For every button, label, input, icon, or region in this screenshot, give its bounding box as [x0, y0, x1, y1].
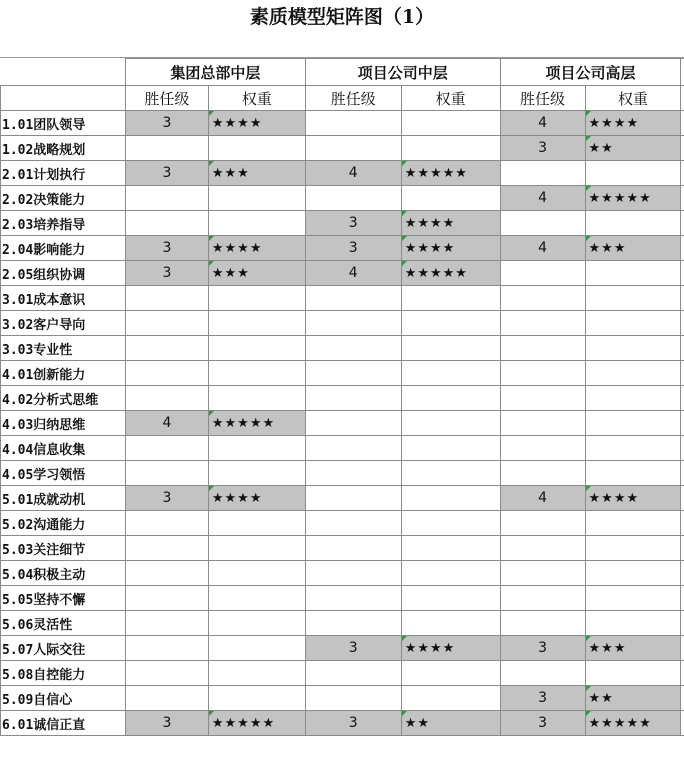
level-cell: [125, 361, 208, 386]
weight-stars-cell: ★★★★★: [208, 711, 305, 736]
weight-stars-cell: [585, 411, 681, 436]
level-cell: [125, 536, 208, 561]
weight-stars-cell: [585, 211, 681, 236]
table-row: [1, 511, 684, 536]
level-cell: 3: [500, 711, 585, 736]
level-cell: [500, 261, 585, 286]
table-row: [1, 161, 684, 186]
competency-label: 5.06灵活性: [1, 611, 126, 636]
corner-cell: [1, 59, 126, 86]
table-row: [1, 661, 684, 686]
weight-stars-cell: [585, 311, 681, 336]
level-cell: [305, 186, 401, 211]
level-cell: 3: [305, 636, 401, 661]
weight-stars-cell: ★★★: [208, 261, 305, 286]
weight-stars-cell: [585, 286, 681, 311]
level-cell: [125, 386, 208, 411]
level-cell: [305, 686, 401, 711]
level-cell: [500, 361, 585, 386]
level-cell: [305, 611, 401, 636]
weight-stars-cell: [401, 511, 500, 536]
level-cell: [500, 611, 585, 636]
level-cell: 4: [500, 486, 585, 511]
table-row: [1, 261, 684, 286]
weight-stars-cell: ★★★★★: [208, 411, 305, 436]
level-cell: 3: [500, 686, 585, 711]
level-cell: [500, 386, 585, 411]
competency-label: 5.08自控能力: [1, 661, 126, 686]
level-cell: [125, 561, 208, 586]
table-row: [1, 311, 684, 336]
level-cell: [305, 561, 401, 586]
competency-label: 4.04信息收集: [1, 436, 126, 461]
level-cell: [305, 361, 401, 386]
table-row: [1, 586, 684, 611]
weight-stars-cell: ★★: [585, 136, 681, 161]
weight-stars-cell: [208, 286, 305, 311]
level-cell: [125, 686, 208, 711]
weight-stars-cell: [208, 586, 305, 611]
level-cell: 3: [125, 111, 208, 136]
weight-stars-cell: [585, 336, 681, 361]
level-cell: [500, 311, 585, 336]
level-cell: [500, 561, 585, 586]
level-cell: [305, 336, 401, 361]
weight-stars-cell: [585, 661, 681, 686]
subheader-weight: 权重: [401, 86, 500, 111]
table-row: [1, 186, 684, 211]
weight-stars-cell: [585, 611, 681, 636]
table-row: [1, 386, 684, 411]
weight-stars-cell: [585, 511, 681, 536]
level-cell: 3: [125, 711, 208, 736]
subheader-level: 胜任级: [125, 86, 208, 111]
weight-stars-cell: [585, 436, 681, 461]
level-cell: [305, 511, 401, 536]
weight-stars-cell: [208, 461, 305, 486]
weight-stars-cell: [401, 311, 500, 336]
level-cell: [500, 511, 585, 536]
table-row: [1, 711, 684, 736]
competency-label: 4.01创新能力: [1, 361, 126, 386]
table-row: [1, 611, 684, 636]
level-cell: [125, 336, 208, 361]
level-cell: [305, 436, 401, 461]
level-cell: 3: [125, 161, 208, 186]
competency-label: 5.07人际交往: [1, 636, 126, 661]
competency-label: 5.03关注细节: [1, 536, 126, 561]
weight-stars-cell: [401, 386, 500, 411]
level-cell: [305, 111, 401, 136]
table-row: [1, 286, 684, 311]
weight-stars-cell: ★★★★★: [585, 711, 681, 736]
weight-stars-cell: ★★★: [208, 161, 305, 186]
table-row: [1, 561, 684, 586]
weight-stars-cell: [208, 536, 305, 561]
weight-stars-cell: ★★★★: [585, 111, 681, 136]
level-cell: [125, 211, 208, 236]
level-cell: 4: [500, 236, 585, 261]
level-cell: [305, 661, 401, 686]
level-cell: [500, 336, 585, 361]
weight-stars-cell: [208, 611, 305, 636]
level-cell: [500, 586, 585, 611]
level-cell: [125, 311, 208, 336]
weight-stars-cell: [401, 486, 500, 511]
level-cell: 4: [305, 161, 401, 186]
competency-label: 4.03归纳思维: [1, 411, 126, 436]
level-cell: [305, 486, 401, 511]
weight-stars-cell: [208, 636, 305, 661]
table-row: [1, 436, 684, 461]
weight-stars-cell: ★★★★: [401, 211, 500, 236]
weight-stars-cell: ★★★: [585, 236, 681, 261]
level-cell: [500, 411, 585, 436]
weight-stars-cell: ★★★★: [208, 111, 305, 136]
weight-stars-cell: [208, 511, 305, 536]
level-cell: 3: [500, 136, 585, 161]
level-cell: [305, 286, 401, 311]
weight-stars-cell: [208, 361, 305, 386]
table-row: [1, 111, 684, 136]
competency-label: 4.02分析式思维: [1, 386, 126, 411]
competency-label: 1.02战略规划: [1, 136, 126, 161]
level-cell: [125, 461, 208, 486]
weight-stars-cell: [208, 186, 305, 211]
level-cell: [305, 461, 401, 486]
competency-label: 5.05坚持不懈: [1, 586, 126, 611]
level-cell: [125, 611, 208, 636]
weight-stars-cell: [401, 611, 500, 636]
competency-label: 6.01诚信正直: [1, 711, 126, 736]
competency-label: 5.04积极主动: [1, 561, 126, 586]
weight-stars-cell: [208, 386, 305, 411]
group-header-project-middle: 项目公司中层: [305, 59, 500, 86]
weight-stars-cell: [401, 461, 500, 486]
weight-stars-cell: [585, 586, 681, 611]
competency-label: 2.02决策能力: [1, 186, 126, 211]
weight-stars-cell: [401, 336, 500, 361]
level-cell: 3: [500, 636, 585, 661]
weight-stars-cell: ★★★★: [401, 636, 500, 661]
weight-stars-cell: ★★: [401, 711, 500, 736]
level-cell: 4: [500, 111, 585, 136]
level-cell: [500, 661, 585, 686]
competency-label: 5.09自信心: [1, 686, 126, 711]
level-cell: [500, 211, 585, 236]
competency-label: 2.03培养指导: [1, 211, 126, 236]
weight-stars-cell: [401, 536, 500, 561]
level-cell: 4: [305, 261, 401, 286]
weight-stars-cell: [401, 436, 500, 461]
weight-stars-cell: ★★: [585, 686, 681, 711]
weight-stars-cell: [585, 461, 681, 486]
weight-stars-cell: [208, 336, 305, 361]
level-cell: 3: [125, 236, 208, 261]
group-header-hq-middle: 集团总部中层: [125, 59, 305, 86]
competency-label: 5.02沟通能力: [1, 511, 126, 536]
weight-stars-cell: [401, 361, 500, 386]
table-row: [1, 411, 684, 436]
level-cell: [500, 461, 585, 486]
weight-stars-cell: ★★★★★: [585, 186, 681, 211]
weight-stars-cell: ★★★★: [208, 236, 305, 261]
sub-header-row: [1, 86, 684, 111]
weight-stars-cell: [585, 536, 681, 561]
competency-label: 2.04影响能力: [1, 236, 126, 261]
weight-stars-cell: [208, 211, 305, 236]
weight-stars-cell: [401, 661, 500, 686]
level-cell: [305, 586, 401, 611]
level-cell: [125, 636, 208, 661]
weight-stars-cell: ★★★★: [208, 486, 305, 511]
subheader-level: 胜任级: [305, 86, 401, 111]
page-title: 素质模型矩阵图（1）: [249, 6, 435, 28]
weight-stars-cell: [208, 561, 305, 586]
weight-stars-cell: [401, 286, 500, 311]
level-cell: [500, 436, 585, 461]
table-row: [1, 136, 684, 161]
weight-stars-cell: [401, 186, 500, 211]
weight-stars-cell: [585, 161, 681, 186]
level-cell: [305, 536, 401, 561]
level-cell: 3: [125, 486, 208, 511]
group-header-row: [1, 59, 684, 86]
weight-stars-cell: ★★★★: [401, 236, 500, 261]
level-cell: [125, 186, 208, 211]
table-row: [1, 211, 684, 236]
weight-stars-cell: [401, 586, 500, 611]
weight-stars-cell: [585, 561, 681, 586]
table-row: [1, 536, 684, 561]
competency-label: 2.05组织协调: [1, 261, 126, 286]
weight-stars-cell: [401, 686, 500, 711]
level-cell: [305, 136, 401, 161]
weight-stars-cell: [585, 361, 681, 386]
competency-label: 3.02客户导向: [1, 311, 126, 336]
level-cell: [500, 536, 585, 561]
competency-label: 3.01成本意识: [1, 286, 126, 311]
weight-stars-cell: [401, 411, 500, 436]
weight-stars-cell: ★★★★: [585, 486, 681, 511]
weight-stars-cell: [208, 311, 305, 336]
table-row: [1, 236, 684, 261]
competency-label: 4.05学习领悟: [1, 461, 126, 486]
level-cell: 4: [125, 411, 208, 436]
level-cell: [125, 661, 208, 686]
competency-label: 2.01计划执行: [1, 161, 126, 186]
competency-label: 1.01团队领导: [1, 111, 126, 136]
weight-stars-cell: [208, 686, 305, 711]
corner-cell: [1, 86, 126, 111]
table-row: [1, 686, 684, 711]
competency-matrix-table: [0, 58, 684, 736]
table-row: [1, 336, 684, 361]
level-cell: [305, 386, 401, 411]
level-cell: 3: [125, 261, 208, 286]
level-cell: [125, 286, 208, 311]
level-cell: [125, 136, 208, 161]
weight-stars-cell: [208, 436, 305, 461]
subheader-weight: 权重: [585, 86, 681, 111]
weight-stars-cell: [401, 111, 500, 136]
level-cell: 3: [305, 236, 401, 261]
weight-stars-cell: [208, 661, 305, 686]
level-cell: 3: [305, 211, 401, 236]
level-cell: [500, 286, 585, 311]
competency-label: 5.01成就动机: [1, 486, 126, 511]
level-cell: [305, 411, 401, 436]
table-row: [1, 636, 684, 661]
weight-stars-cell: [208, 136, 305, 161]
weight-stars-cell: ★★★★★: [401, 161, 500, 186]
table-row: [1, 486, 684, 511]
weight-stars-cell: [585, 261, 681, 286]
level-cell: [500, 161, 585, 186]
level-cell: 3: [305, 711, 401, 736]
subheader-level: 胜任级: [500, 86, 585, 111]
level-cell: [125, 436, 208, 461]
level-cell: [305, 311, 401, 336]
weight-stars-cell: [401, 561, 500, 586]
table-row: [1, 361, 684, 386]
weight-stars-cell: ★★★: [585, 636, 681, 661]
weight-stars-cell: [585, 386, 681, 411]
level-cell: [125, 511, 208, 536]
weight-stars-cell: ★★★★★: [401, 261, 500, 286]
table-row: [1, 461, 684, 486]
weight-stars-cell: [401, 136, 500, 161]
subheader-weight: 权重: [208, 86, 305, 111]
level-cell: [125, 586, 208, 611]
level-cell: 4: [500, 186, 585, 211]
group-header-project-senior: 项目公司高层: [500, 59, 681, 86]
competency-label: 3.03专业性: [1, 336, 126, 361]
